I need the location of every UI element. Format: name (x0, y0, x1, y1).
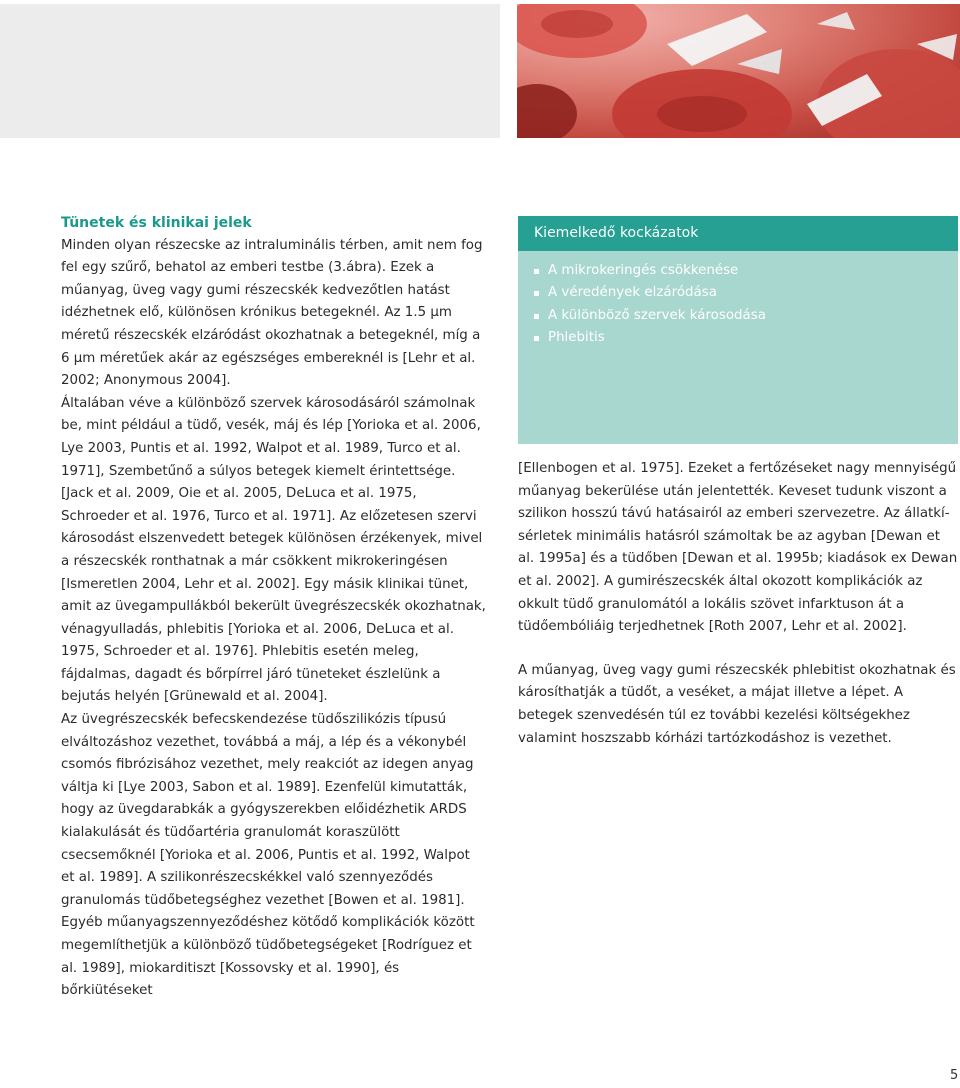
paragraph: [Ellenbogen et al. 1975]. Ezeket a fertőzéseket nagy mennyiségű műanyag bekerülése után jelentették. Keveset tudunk viszont a szilikon hosszú távú hatásairól az emberi szervezetre. Az állatkísérletek minimális hatásról számoltak be az agyban [Dewan et al. 1995a] és a tüdőben [Dewan et al. 1995b; kiadások ex Dewan et al. 2002]. A gumirészecskék által okozott komplikációk az okkult tüdő granulomától a lokális szövet infarktuson át a tüdőembóliáig terjedhetnek [Roth 2007, Lehr et al. 2002]. (518, 461, 958, 635)
list-item: A véredények elzáródása (534, 282, 958, 304)
section-heading: Tünetek és klinikai jelek (61, 215, 252, 231)
list-item: Phlebitis (534, 327, 958, 349)
square-bullet-icon (534, 291, 539, 296)
square-bullet-icon (534, 314, 539, 319)
key-risks-title: Kiemelkedő kockázatok (518, 216, 958, 251)
paragraph: Általában véve a különböző szervek károsodásáról számolnak be, mint például a tüdő, vesék, máj és lép [Yorioka et al. 2006, Lye 2003, Puntis et al. 1992, Walpot et al. 1989, Turco et al. 1971], Szembetűnő a súlyos betegek kiemelt érintettsége. [Jack et al. 2009, Oie et al. 2005, DeLuca et al. 1975, Schroeder et al. 1976, Turco et al. 1971]. Az előzetesen szervi károsodást elszenvedett betegek különösen érzékenyek, mivel a részecskék ronthatnak a már csökkent mikrokeringésen [Ismeretlen 2004, Lehr et al. 2002]. Egy másik klinikai tünet, amit az üvegampullákból bekerült üvegrészecskék okozhatnak, vénagyulladás, phlebitis [Yorioka et al. 2006, DeLuca et al. 1975, Schroeder et al. 1976]. Phlebitis esetén meleg, fájdalmas, dagadt és bőrpírrel járó tüneteket észlelünk a bejutás helyén [Grünewald et al. 2004]. (61, 395, 486, 705)
list-item: A különböző szervek károsodása (534, 305, 958, 327)
key-risks-list (518, 251, 958, 350)
square-bullet-icon (534, 269, 539, 274)
page-number: 5 (950, 1068, 959, 1083)
main-column (61, 212, 486, 1003)
key-risks-box (518, 216, 958, 444)
paragraph: Az üvegrészecskék befecskendezése tüdőszilikózis típusú elváltozáshoz vezethet, továbbá a máj, a lép és a vékonybél csomós fibrózisához vezethet, mely reakciót az idegen anyag váltja ki [Lye 2003, Sabon et al. 1989]. Ezenfelül kimutatták, hogy az üvegdarabkák a gyógyszerekben előidézhetik ARDS kialakulását és tüdőartéria granulomát koraszülött csecsemőknél [Yorioka et al. 2006, Puntis et al. 1992, Walpot et al. 1989]. A szilikonrészecskékkel való szennyeződés granulomás tüdőbetegséghez vezethet [Bowen et al. 1981]. Egyéb műanyagszennyeződéshez kötődő komplikációk között megemlíthetjük a különböző tüdőbetegségeket [Rodríguez et al. 1989], miokarditiszt [Kossovsky et al. 1990], és bőrkiütéseket (61, 712, 475, 999)
header-blood-cells-image (517, 4, 960, 138)
header-banner-gray (0, 4, 500, 138)
square-bullet-icon (534, 336, 539, 341)
paragraph: A műanyag, üveg vagy gumi részecskék phlebitist okozhatnak és károsíthatják a tüdőt, a veséket, a májat illetve a lépet. A betegek szenvedésén túl ez további kezelési költségekhez valamint hoszszabb kórházi tartózkodáshoz is vezethet. (518, 662, 956, 746)
paragraph: Minden olyan részecske az intraluminális térben, amit nem fog fel egy szűrő, behatol az emberi testbe (3.ábra). Ezek a műanyag, üveg vagy gumi részecskék kedvezőtlen hatást idézhetnek elő, különösen krónikus betegeknél. Az 1.5 µm méretű részecskék elzáródást okozhatnak a betegeknél, míg a 6 µm méretűek akár az egészséges embereknél is [Lehr et al. 2002; Anonymous 2004]. (61, 237, 483, 389)
list-item: A mikrokeringés csökkenése (534, 260, 958, 282)
right-column (518, 458, 958, 771)
